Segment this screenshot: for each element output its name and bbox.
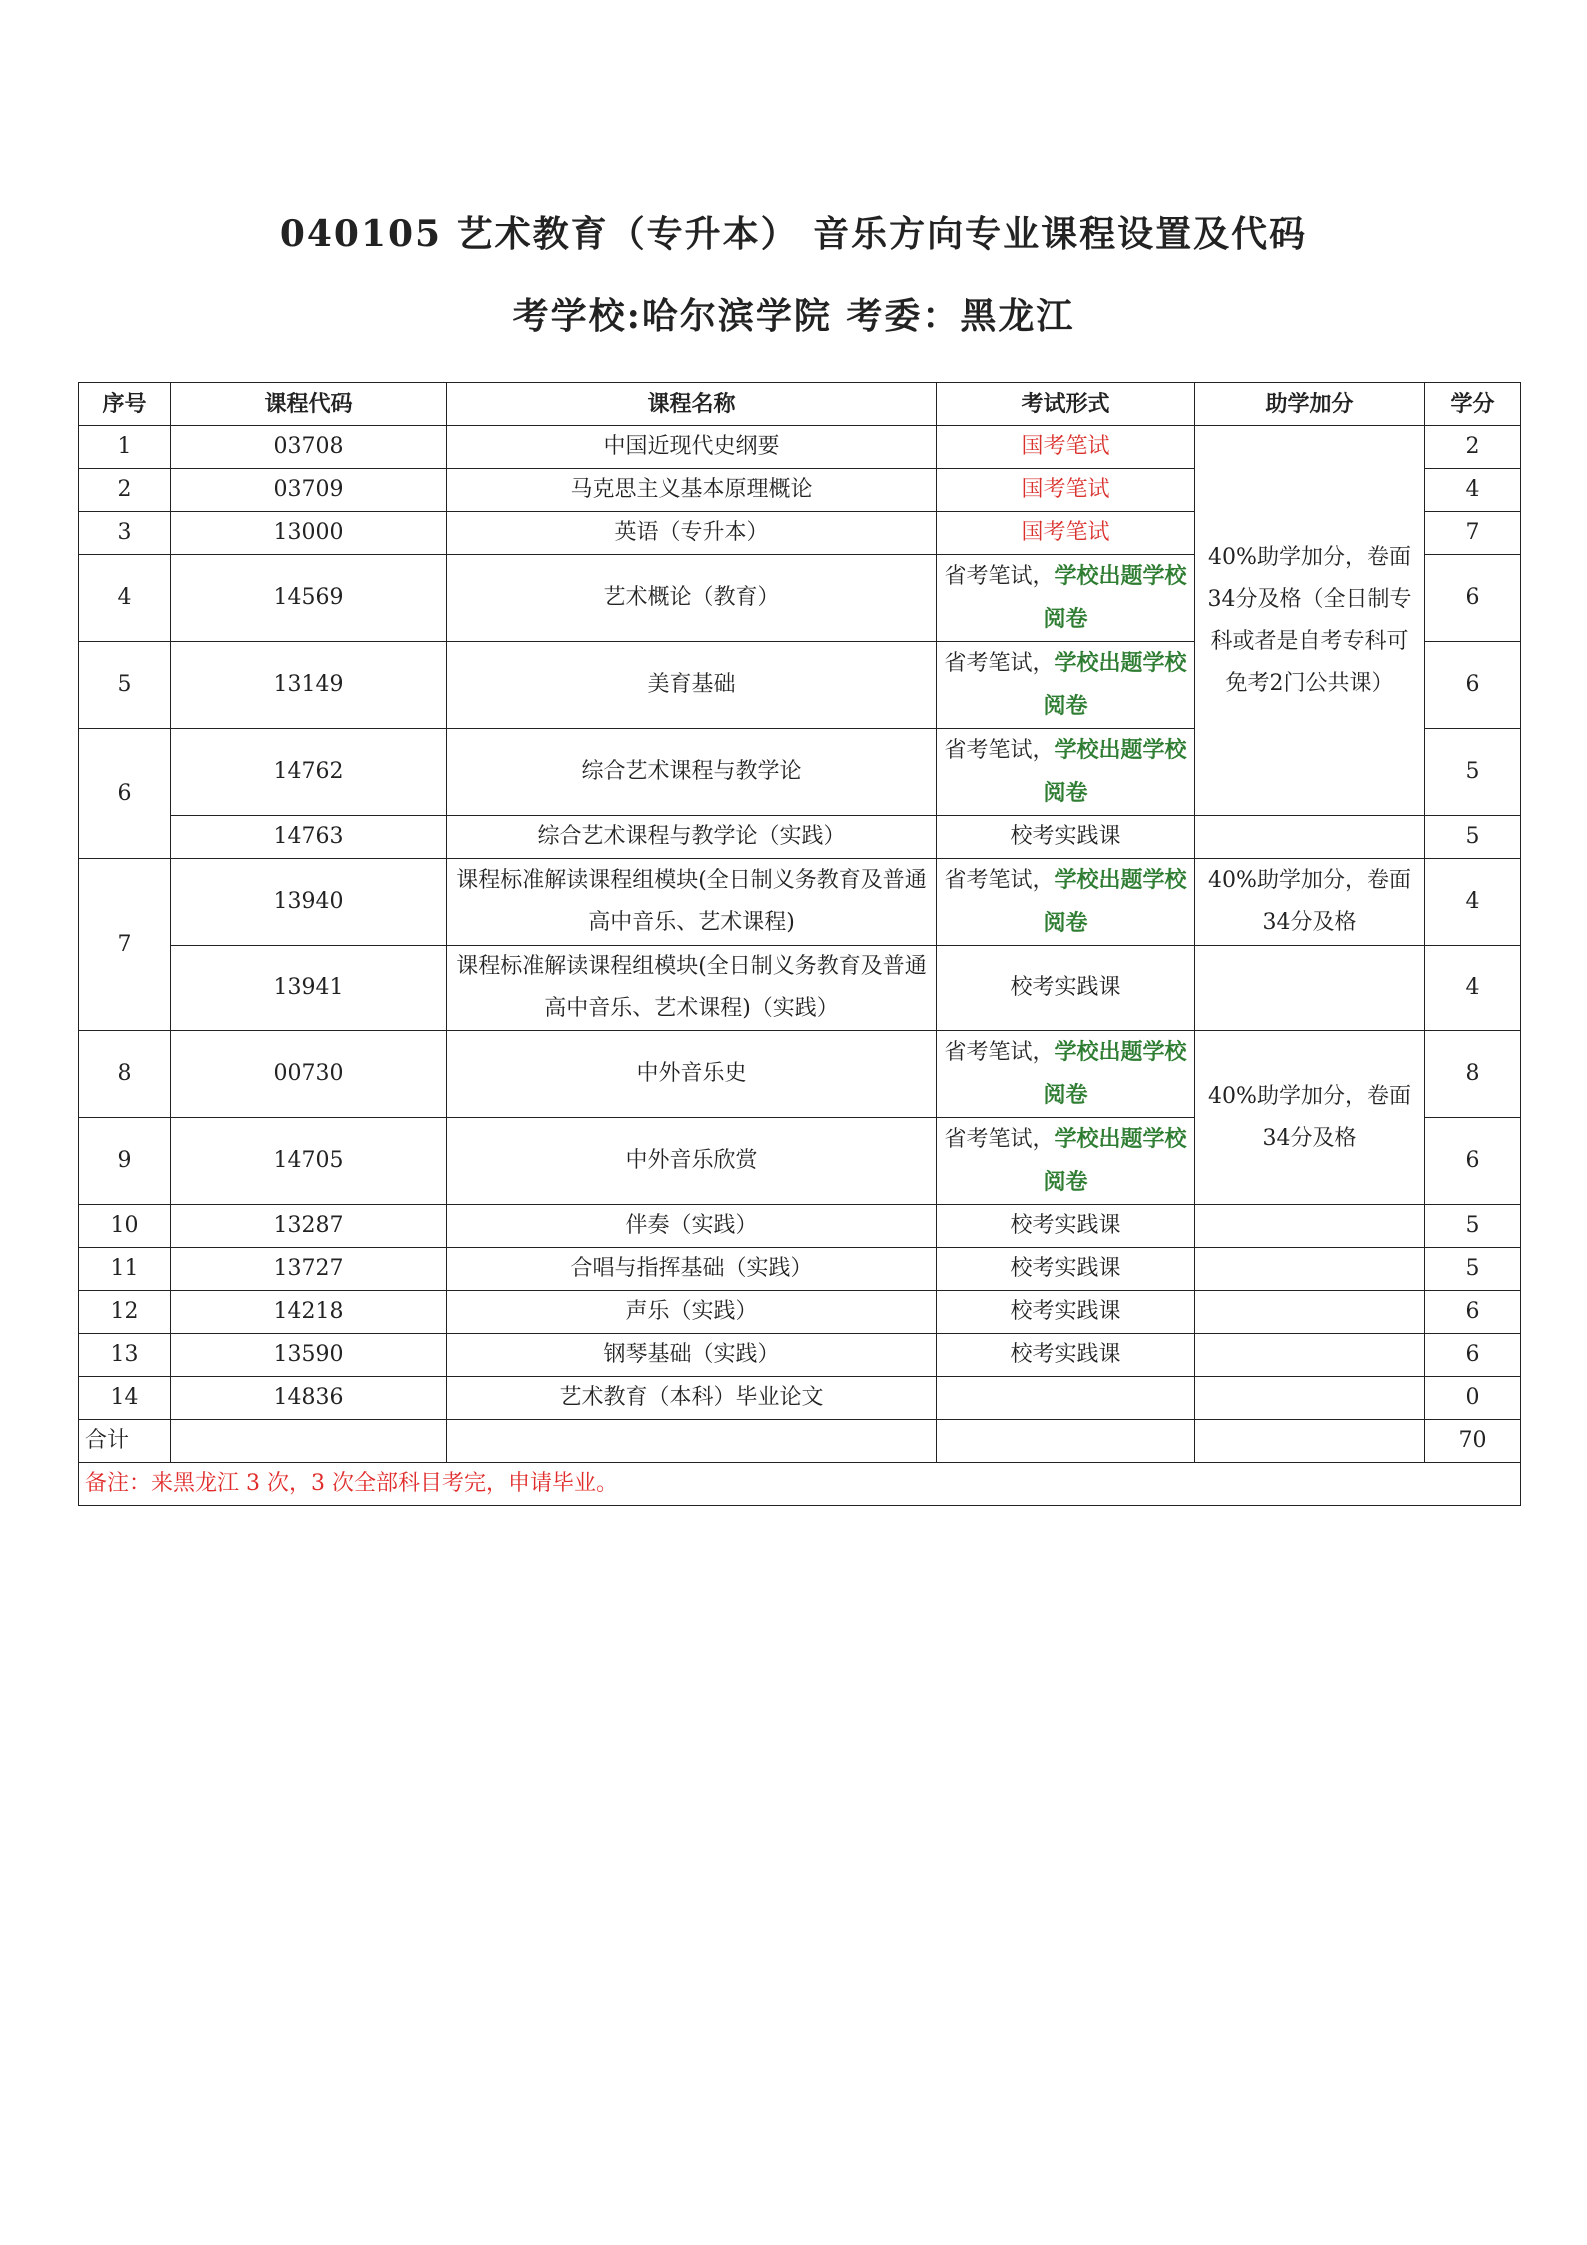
table-row [79, 426, 1521, 469]
row-exam: 国考笔试 [937, 469, 1195, 512]
table-row [79, 1377, 1521, 1420]
exam-prefix: 省考笔试， [944, 651, 1055, 676]
row-no: 14 [79, 1377, 171, 1420]
row-credit: 5 [1425, 729, 1521, 816]
table-row [79, 1291, 1521, 1334]
row-credit: 6 [1425, 1334, 1521, 1377]
row-credit: 0 [1425, 1377, 1521, 1420]
row-exam: 校考实践课 [937, 816, 1195, 859]
row-code: 14763 [171, 816, 447, 859]
row-name: 中国近现代史纲要 [447, 426, 937, 469]
row-code: 14569 [171, 555, 447, 642]
table-row [79, 1248, 1521, 1291]
row-credit: 2 [1425, 426, 1521, 469]
header-bonus: 助学加分 [1195, 383, 1425, 426]
row-no: 11 [79, 1248, 171, 1291]
row-code: 13941 [171, 946, 447, 1031]
note-text: 备注：来黑龙江 3 次，3 次全部科目考完，申请毕业。 [79, 1463, 1521, 1506]
row-credit: 6 [1425, 555, 1521, 642]
course-table [78, 382, 1521, 1506]
row-exam [937, 859, 1195, 946]
row-bonus: 40%助学加分，卷面34分及格 [1195, 1031, 1425, 1205]
row-exam: 校考实践课 [937, 1334, 1195, 1377]
row-name: 合唱与指挥基础（实践） [447, 1248, 937, 1291]
row-credit: 6 [1425, 1291, 1521, 1334]
row-bonus [1195, 946, 1425, 1031]
table-row [79, 1031, 1521, 1118]
row-code: 13940 [171, 859, 447, 946]
row-name: 综合艺术课程与教学论（实践） [447, 816, 937, 859]
exam-school-set: 学校出题学校阅卷 [1043, 1039, 1187, 1108]
exam-prefix: 省考笔试， [944, 868, 1055, 893]
exam-school-set: 学校出题学校阅卷 [1043, 563, 1187, 632]
exam-prefix: 省考笔试， [944, 1127, 1055, 1152]
row-no: 12 [79, 1291, 171, 1334]
row-exam [937, 555, 1195, 642]
row-exam [937, 642, 1195, 729]
row-no: 10 [79, 1205, 171, 1248]
total-label: 合计 [79, 1420, 171, 1463]
row-code: 14762 [171, 729, 447, 816]
note-row [79, 1463, 1521, 1506]
table-row [79, 946, 1521, 1031]
row-no: 6 [79, 729, 171, 859]
row-name: 英语（专升本） [447, 512, 937, 555]
header-credit: 学分 [1425, 383, 1521, 426]
row-name: 美育基础 [447, 642, 937, 729]
row-name: 声乐（实践） [447, 1291, 937, 1334]
row-code: 14836 [171, 1377, 447, 1420]
total-row [79, 1420, 1521, 1463]
row-code: 03709 [171, 469, 447, 512]
row-exam: 国考笔试 [937, 512, 1195, 555]
row-name: 艺术教育（本科）毕业论文 [447, 1377, 937, 1420]
row-code: 13149 [171, 642, 447, 729]
row-no: 8 [79, 1031, 171, 1118]
row-name: 课程标准解读课程组模块(全日制义务教育及普通高中音乐、艺术课程)（实践） [447, 946, 937, 1031]
row-code: 13287 [171, 1205, 447, 1248]
row-name: 中外音乐欣赏 [447, 1118, 937, 1205]
row-bonus [1195, 1248, 1425, 1291]
row-bonus [1195, 1377, 1425, 1420]
row-bonus: 40%助学加分，卷面34分及格 [1195, 859, 1425, 946]
row-name: 钢琴基础（实践） [447, 1334, 937, 1377]
row-exam: 校考实践课 [937, 1248, 1195, 1291]
page-subtitle: 考学校:哈尔滨学院 考委：黑龙江 [512, 295, 1075, 337]
table-row [79, 1334, 1521, 1377]
row-credit: 4 [1425, 859, 1521, 946]
header-exam: 考试形式 [937, 383, 1195, 426]
row-exam [937, 1118, 1195, 1205]
row-code: 13590 [171, 1334, 447, 1377]
row-no: 9 [79, 1118, 171, 1205]
header-name: 课程名称 [447, 383, 937, 426]
row-bonus [1195, 1334, 1425, 1377]
exam-school-set: 学校出题学校阅卷 [1043, 737, 1187, 806]
exam-prefix: 省考笔试， [944, 1040, 1055, 1065]
row-credit: 4 [1425, 946, 1521, 1031]
row-name: 课程标准解读课程组模块(全日制义务教育及普通高中音乐、艺术课程) [447, 859, 937, 946]
page-title: 040105 艺术教育（专升本） 音乐方向专业课程设置及代码 [279, 213, 1308, 255]
row-exam: 校考实践课 [937, 946, 1195, 1031]
row-bonus [1195, 816, 1425, 859]
row-bonus [1195, 1205, 1425, 1248]
row-credit: 6 [1425, 1118, 1521, 1205]
row-name: 综合艺术课程与教学论 [447, 729, 937, 816]
row-credit: 5 [1425, 1248, 1521, 1291]
row-no: 2 [79, 469, 171, 512]
total-code [171, 1420, 447, 1463]
row-name: 伴奏（实践） [447, 1205, 937, 1248]
exam-school-set: 学校出题学校阅卷 [1043, 1126, 1187, 1195]
row-code: 00730 [171, 1031, 447, 1118]
total-credit: 70 [1425, 1420, 1521, 1463]
row-exam [937, 1031, 1195, 1118]
row-credit: 5 [1425, 1205, 1521, 1248]
row-exam: 国考笔试 [937, 426, 1195, 469]
table-row [79, 859, 1521, 946]
row-code: 13727 [171, 1248, 447, 1291]
row-code: 14705 [171, 1118, 447, 1205]
row-no: 3 [79, 512, 171, 555]
row-name: 艺术概论（教育） [447, 555, 937, 642]
bonus-text: 40%助学加分，卷面34分及格（全日制专科或者是自考专科可免考2门公共课） [1207, 544, 1412, 696]
row-no: 1 [79, 426, 171, 469]
table-row [79, 1205, 1521, 1248]
row-credit: 8 [1425, 1031, 1521, 1118]
row-code: 03708 [171, 426, 447, 469]
total-exam [937, 1420, 1195, 1463]
row-no: 4 [79, 555, 171, 642]
exam-prefix: 省考笔试， [944, 564, 1055, 589]
row-credit: 4 [1425, 469, 1521, 512]
exam-school-set: 学校出题学校阅卷 [1043, 867, 1187, 936]
row-no: 5 [79, 642, 171, 729]
header-no: 序号 [79, 383, 171, 426]
exam-school-set: 学校出题学校阅卷 [1043, 650, 1187, 719]
row-code: 14218 [171, 1291, 447, 1334]
row-bonus [1195, 426, 1425, 816]
table-row [79, 816, 1521, 859]
header-code: 课程代码 [171, 383, 447, 426]
row-no: 13 [79, 1334, 171, 1377]
row-name: 马克思主义基本原理概论 [447, 469, 937, 512]
total-name [447, 1420, 937, 1463]
row-exam: 校考实践课 [937, 1205, 1195, 1248]
row-bonus [1195, 1291, 1425, 1334]
row-no: 7 [79, 859, 171, 1031]
row-credit: 7 [1425, 512, 1521, 555]
exam-prefix: 省考笔试， [944, 738, 1055, 763]
row-exam: 校考实践课 [937, 1291, 1195, 1334]
row-exam [937, 729, 1195, 816]
row-name: 中外音乐史 [447, 1031, 937, 1118]
row-credit: 5 [1425, 816, 1521, 859]
row-code: 13000 [171, 512, 447, 555]
row-credit: 6 [1425, 642, 1521, 729]
table-header-row [79, 383, 1521, 426]
row-exam [937, 1377, 1195, 1420]
total-bonus [1195, 1420, 1425, 1463]
